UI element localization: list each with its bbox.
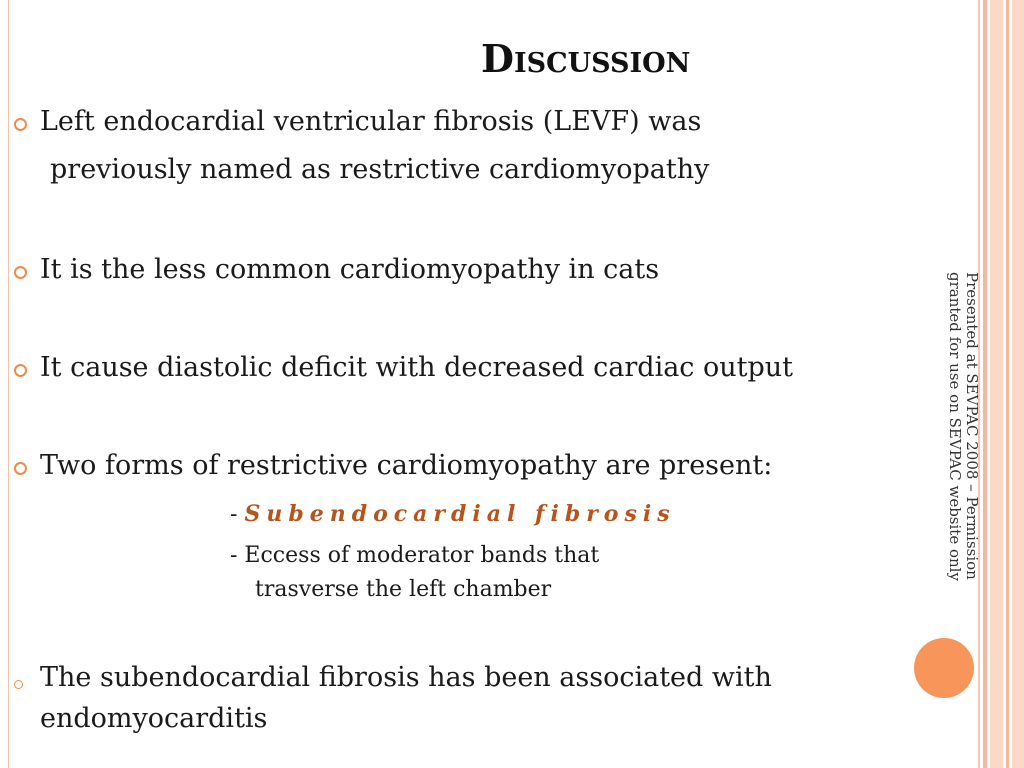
sub-item-dash: - xyxy=(230,502,245,527)
bullet-1-line-1: Left endocardial ventricular fibrosis (LEVF) was xyxy=(40,106,702,137)
decorative-stripe xyxy=(1012,0,1024,768)
bullet-circle-icon xyxy=(14,364,27,377)
bullet-4: Two forms of restrictive cardiomyopathy are present: xyxy=(40,450,773,481)
side-note-line-1: Presented at SEVPAC 2008 – Permission xyxy=(963,272,981,580)
bullet-1-line-2: previously named as restrictive cardiomyopathy xyxy=(50,154,710,185)
bullet-circle-icon xyxy=(14,680,23,689)
sub-item-2-line-1: - Eccess of moderator bands that xyxy=(230,543,600,568)
sub-item-emphasis: Subendocardial fibrosis xyxy=(244,501,676,527)
bullet-3: It cause diastolic deficit with decreased cardiac output xyxy=(40,352,794,383)
side-note xyxy=(938,272,986,602)
side-note-text xyxy=(946,272,980,581)
decorative-orange-circle xyxy=(914,638,974,698)
bullet-5-line-2: endomyocarditis xyxy=(40,703,268,734)
sub-item-2-line-2: trasverse the left chamber xyxy=(255,577,552,602)
left-border-line xyxy=(8,0,9,768)
bullet-circle-icon xyxy=(14,118,27,131)
bullet-2: It is the less common cardiomyopathy in cats xyxy=(40,254,660,285)
sub-item-1 xyxy=(230,501,676,527)
bullet-5-line-1: The subendocardial fibrosis has been associated with xyxy=(40,662,772,693)
slide-title: Discussion xyxy=(481,36,691,81)
decorative-stripe xyxy=(990,0,1003,768)
bullet-circle-icon xyxy=(14,266,27,279)
side-note-line-2: granted for use on SEVPAC website only xyxy=(946,272,964,581)
bullet-circle-icon xyxy=(14,462,27,475)
decorative-stripe xyxy=(1006,0,1009,768)
